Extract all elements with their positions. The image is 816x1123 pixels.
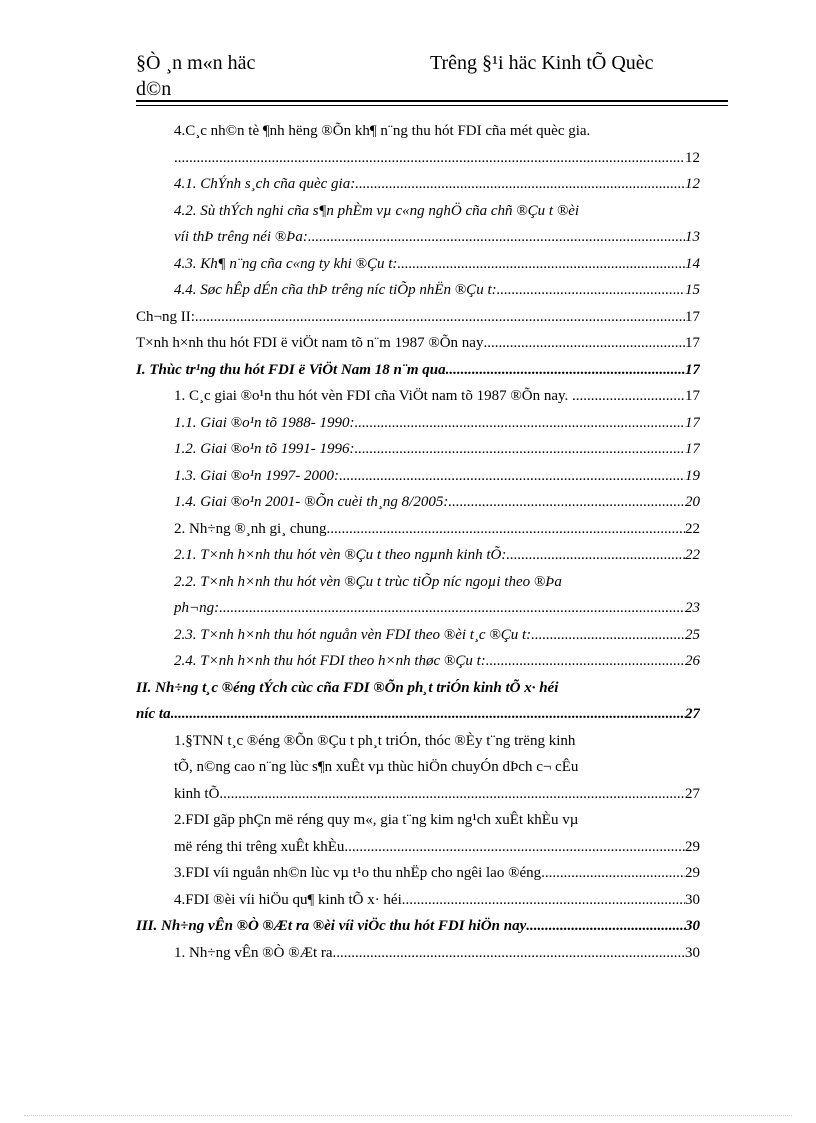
toc-entry[interactable]	[136, 728, 700, 755]
toc-page-number: 23	[685, 600, 700, 616]
toc-entry[interactable]	[136, 436, 700, 463]
toc-leader-dots	[576, 383, 685, 410]
toc-entry-text: 1.§TNN t¸c ®éng ®Õn ®Çu t ph¸t triÓn, thóc ®Èy t¨ng trëng kinh	[174, 732, 576, 749]
toc-page-number: 27	[685, 785, 700, 802]
toc-entry-text: 3.FDI víi nguån nh©n lùc vµ t¹o thu nhËp cho ngêi lao ®éng.	[174, 865, 545, 881]
header-left-text: §Ò ¸n m«n häc d©n	[136, 52, 256, 100]
toc-entry-text: 2.2. T×nh h×nh thu hót vèn ®Çu t trùc tiÕp níc ngoµi theo ®Þa	[174, 573, 562, 590]
toc-page-number: 12	[685, 149, 700, 166]
toc-entry[interactable]	[136, 622, 700, 649]
toc-entry-text: I. Thùc tr¹ng thu hót FDI ë ViÖt Nam 18 n¨m qua	[136, 361, 446, 378]
toc-leader-dots	[219, 595, 685, 622]
toc-leader-dots	[336, 940, 685, 967]
toc-entry[interactable]	[136, 463, 700, 490]
toc-entry-text: 2.4. T×nh h×nh thu hót FDI theo h×nh thøc ®Çu t:	[174, 653, 486, 669]
toc-leader-dots	[497, 277, 685, 304]
toc-page-number: 12	[685, 176, 700, 192]
toc-leader-dots	[354, 410, 685, 437]
toc-entry[interactable]	[136, 860, 700, 887]
toc-entry-text: 2.FDI gãp phÇn më réng quy m«, gia t¨ng kim ng¹ch xuÊt khÈu vµ	[174, 812, 579, 828]
toc-entry[interactable]	[136, 304, 700, 331]
toc-page-number: 17	[685, 388, 700, 404]
toc-entry-text: 4.3. Kh¶ n¨ng cña c«ng ty khi ®Çu t:	[174, 255, 398, 272]
toc-leader-dots	[348, 834, 685, 861]
toc-entry[interactable]	[136, 171, 700, 198]
toc-entry-text: II. Nh÷ng t¸c ®éng tÝch cùc cña FDI ®Õn ph¸t triÓn kinh tÕ x· héi	[136, 679, 559, 696]
toc-entry[interactable]	[136, 198, 700, 225]
toc-entry[interactable]	[136, 145, 700, 172]
toc-leader-dots	[330, 516, 685, 543]
toc-entry-text: víi thÞ trêng néi ®Þa:	[174, 229, 308, 245]
toc-page-number: 13	[685, 229, 700, 245]
toc-page-number: 19	[685, 467, 700, 484]
toc-entry[interactable]	[136, 410, 700, 437]
toc-leader-dots	[308, 224, 685, 251]
toc-page-number: 22	[685, 547, 700, 563]
toc-leader-dots	[339, 463, 685, 490]
toc-entry-text: níc ta	[136, 706, 171, 722]
toc-page-number: 17	[685, 441, 700, 457]
toc-entry-text: ph¬ng:	[174, 600, 220, 616]
toc-entry[interactable]	[136, 224, 700, 251]
toc-entry-text: Ch¬ng II:	[136, 308, 195, 325]
toc-page-number: 30	[685, 944, 700, 961]
toc-leader-dots	[397, 251, 685, 278]
toc-page-number: 29	[685, 865, 700, 881]
toc-entry[interactable]	[136, 595, 700, 622]
toc-leader-dots	[219, 781, 685, 808]
toc-entry[interactable]	[136, 542, 700, 569]
toc-entry-text: 2.1. T×nh h×nh thu hót vèn ®Çu t theo ngµnh kinh tÕ:	[174, 547, 507, 563]
toc-page-number: 17	[685, 335, 700, 351]
toc-leader-dots	[545, 860, 685, 887]
toc-leader-dots	[171, 701, 685, 728]
toc-leader-dots	[446, 357, 685, 384]
toc-entry[interactable]	[136, 701, 700, 728]
toc-page-number: 17	[685, 308, 700, 325]
toc-entry-text: 1.2. Giai ®o¹n tõ 1991- 1996:	[174, 441, 355, 457]
toc-leader-dots	[355, 171, 685, 198]
toc-entry[interactable]	[136, 118, 700, 145]
toc-page-number: 27	[685, 706, 700, 722]
toc-entry[interactable]	[136, 330, 700, 357]
toc-entry-text: 4.C¸c nh©n tè ¶nh hëng ®Õn kh¶ n¨ng thu hót FDI cña mét quèc gia.	[174, 123, 591, 139]
toc-entry[interactable]	[136, 754, 700, 781]
toc-entry-text: 4.2. Sù thÝch nghi cña s¶n phÈm vµ c«ng nghÖ cña chñ ®Çu t ®èi	[174, 202, 580, 219]
toc-page-number: 30	[685, 891, 700, 908]
toc-leader-dots	[448, 489, 685, 516]
toc-entry[interactable]	[136, 807, 700, 834]
toc-entry[interactable]	[136, 648, 700, 675]
toc-leader-dots	[506, 542, 685, 569]
toc-leader-dots	[486, 648, 685, 675]
toc-entry[interactable]	[136, 569, 700, 596]
table-of-contents	[136, 118, 700, 966]
toc-entry[interactable]	[136, 383, 700, 410]
toc-entry-text: 1.3. Giai ®o¹n 1997- 2000:	[174, 467, 340, 484]
page-header	[136, 50, 728, 100]
toc-entry-text: T×nh h×nh thu hót FDI ë viÖt nam tõ n¨m 1987 ®Õn nay	[136, 335, 484, 351]
toc-page-number: 17	[685, 414, 700, 431]
toc-entry-text: 4.1. ChÝnh s¸ch cña quèc gia:	[174, 176, 356, 192]
toc-entry-text: kinh tÕ	[174, 785, 220, 802]
toc-leader-dots	[195, 304, 685, 331]
toc-entry-text: 4.4. Søc hÊp dÉn cña thÞ trêng níc tiÕp nhËn ®Çu t:	[174, 282, 497, 298]
toc-entry[interactable]	[136, 913, 700, 940]
toc-entry-text: 1.4. Giai ®o¹n 2001- ®Õn cuèi th¸ng 8/2005:	[174, 494, 449, 510]
toc-entry[interactable]	[136, 887, 700, 914]
toc-entry[interactable]	[136, 675, 700, 702]
toc-page-number: 15	[685, 282, 700, 298]
header-rule-thick	[136, 100, 728, 102]
toc-entry[interactable]	[136, 277, 700, 304]
header-rule-thin	[136, 105, 728, 106]
toc-entry[interactable]	[136, 357, 700, 384]
toc-page-number: 29	[685, 838, 700, 855]
toc-entry-text: më réng thi trêng xuÊt khÈu.	[174, 838, 349, 855]
toc-entry-text: 2.3. T×nh h×nh thu hót nguån vèn FDI theo ®èi t¸c ®Çu t:	[174, 626, 532, 643]
page-bottom-border	[24, 1115, 792, 1116]
toc-page-number: 22	[685, 520, 700, 537]
toc-page-number: 17	[685, 361, 700, 378]
toc-entry[interactable]	[136, 834, 700, 861]
toc-leader-dots	[531, 622, 685, 649]
toc-entry[interactable]	[136, 251, 700, 278]
toc-entry-text: 2. Nh÷ng ®¸nh gi¸ chung.	[174, 520, 331, 537]
toc-leader-dots	[483, 330, 685, 357]
toc-entry-text: 1. C¸c giai ®o¹n thu hót vèn FDI cña ViÖt nam tõ 1987 ®Õn nay. .	[174, 388, 576, 404]
toc-entry[interactable]	[136, 940, 700, 967]
toc-entry-text: 1. Nh÷ng vÊn ®Ò ®Æt ra.	[174, 944, 337, 961]
toc-entry-text: 4.FDI ®èi víi hiÖu qu¶ kinh tÕ x· héi.	[174, 891, 406, 908]
toc-leader-dots	[354, 436, 685, 463]
toc-entry-text: III. Nh÷ng vÊn ®Ò ®Æt ra ®èi víi viÖc thu hót FDI hiÖn nay	[136, 918, 527, 934]
toc-entry[interactable]	[136, 516, 700, 543]
toc-entry-text: tÕ, n©ng cao n¨ng lùc s¶n xuÊt vµ thùc hiÖn chuyÓn dÞch c¬ cÊu	[174, 759, 579, 775]
toc-page-number: 25	[685, 626, 700, 643]
toc-leader-dots	[406, 887, 685, 914]
toc-entry[interactable]	[136, 489, 700, 516]
toc-entry-text: 1.1. Giai ®o¹n tõ 1988- 1990:	[174, 414, 355, 431]
toc-leader-dots	[526, 913, 685, 940]
toc-page-number: 14	[685, 255, 700, 272]
toc-entry[interactable]	[136, 781, 700, 808]
header-right-text: Trêng §¹i häc Kinh tÕ Quèc	[430, 52, 654, 74]
toc-leader-dots	[174, 145, 685, 172]
toc-page-number: 26	[685, 653, 700, 669]
toc-page-number: 30	[685, 918, 700, 934]
toc-page-number: 20	[685, 494, 700, 510]
